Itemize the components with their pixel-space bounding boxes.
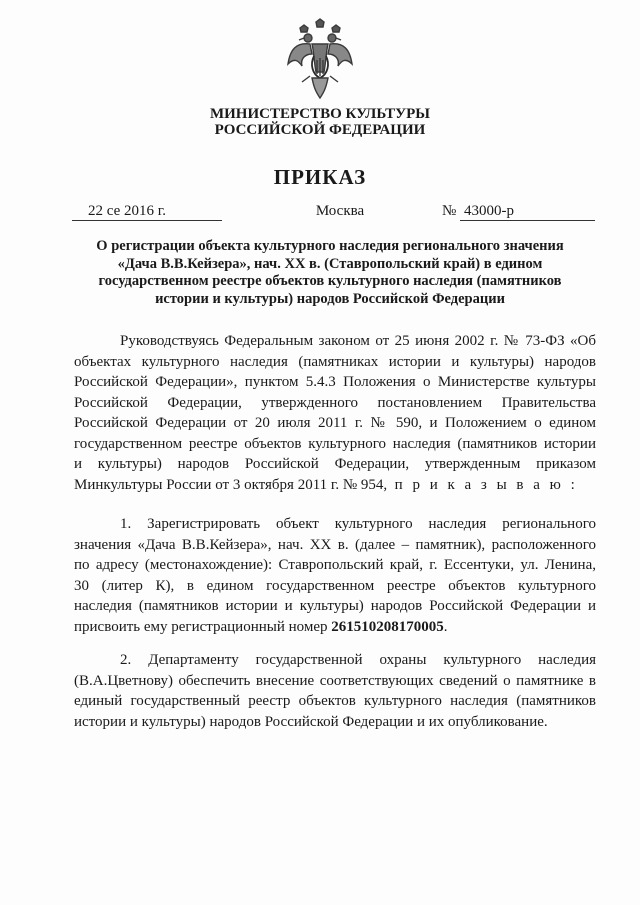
body-line: значения «Дача В.В.Кейзера», нач. XX в. (далее – памятник), расположенного: [74, 536, 596, 553]
registration-number: 261510208170005: [331, 618, 444, 635]
body-line: истории и культуры) народов Российской Федерации и их опубликование.: [74, 713, 548, 730]
body-line: Российской Федерации от 20 июля 2011 г. № 590, и Положением о едином: [74, 415, 596, 431]
directive-word: п р и к а з ы в а ю :: [394, 476, 578, 493]
body-line: единый государственный реестр объектов культурного наследия (памятников: [74, 693, 596, 709]
subject-line: государственном реестре объектов культурного наследия (памятников: [98, 273, 562, 289]
order-subject: [70, 238, 590, 308]
ministry-name-line2: РОССИЙСКОЙ ФЕДЕРАЦИИ: [214, 122, 426, 138]
body-line: по адресу (местонахождение): Ставропольский край, г. Ессентуки, ул. Ленина,: [74, 557, 596, 573]
order-number-sign: №: [442, 203, 457, 219]
order-city: Москва: [315, 203, 365, 219]
body-line-text: Минкультуры России от 3 октября 2011 г. № 954,: [74, 476, 388, 493]
body-line: Руководствуясь Федеральным законом от 25 июня 2002 г. № 73-ФЗ «Об: [120, 333, 596, 349]
order-number: [460, 202, 595, 221]
body-line-with-reg-number: присвоить ему регистрационный номер 261510208170005.: [74, 618, 448, 635]
body-line-text: присвоить ему регистрационный номер: [74, 618, 328, 635]
body-line: объектах культурного наследия (памятниках истории и культуры) народов: [74, 353, 596, 370]
item-2-paragraph: [74, 650, 596, 732]
order-date-text: 22 се 2016 г.: [88, 203, 166, 219]
body-line: и культуры) народов Российской Федерации, утвержденным приказом: [74, 456, 596, 472]
document-type-title: ПРИКАЗ: [273, 165, 367, 189]
body-line: Российской Федерации», пунктом 5.4.3 Положения о Министерстве культуры: [74, 374, 596, 390]
preamble-paragraph: [74, 331, 596, 495]
order-number-text: 43000-р: [464, 203, 514, 219]
subject-line: истории и культуры) народов Российской Федерации: [155, 290, 505, 307]
body-line-with-directive: [74, 475, 596, 496]
body-line: Российской Федерации, утвержденного постановлением Правительства: [74, 394, 596, 411]
subject-line: «Дача В.В.Кейзера», нач. XX в. (Ставропольский край) в едином: [117, 255, 543, 272]
body-line: государственном реестре объектов культурного наследия (памятников истории: [74, 435, 596, 452]
item-1-paragraph: [74, 514, 596, 637]
subject-line: О регистрации объекта культурного наследия регионального значения: [96, 238, 564, 254]
body-line: 2. Департаменту государственной охраны культурного наследия: [120, 652, 596, 668]
body-line: наследия (памятников истории и культуры) народов Российской Федерации и: [74, 598, 596, 614]
body-line: (В.А.Цветнову) обеспечить внесение соответствующих сведений о памятнике в: [74, 672, 596, 689]
order-date: [72, 202, 222, 221]
ministry-name-line1: МИНИСТЕРСТВО КУЛЬТУРЫ: [209, 106, 431, 122]
body-line: 1. Зарегистрировать объект культурного наследия регионального: [120, 516, 596, 532]
body-line: 30 (литер К), в едином государственном реестре объектов культурного: [74, 577, 596, 594]
double-headed-eagle-emblem-icon: [286, 18, 354, 100]
